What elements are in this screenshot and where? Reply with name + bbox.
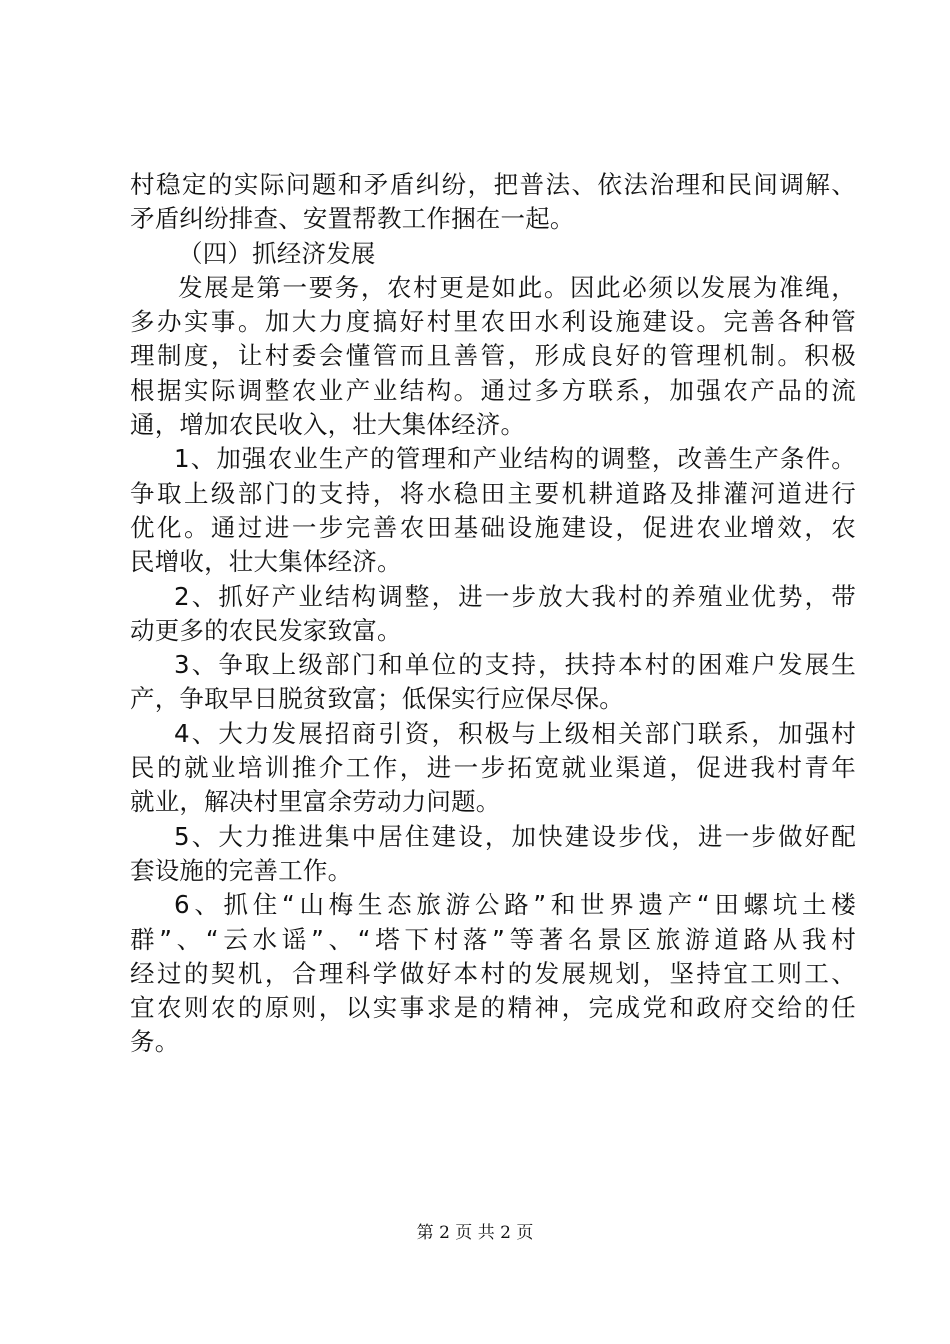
text-line: 民增收，壮大集体经济。: [130, 547, 402, 577]
text-line: 1、加强农业生产的管理和产业结构的调整，改善生产条件。: [174, 444, 856, 474]
text-line: 务。: [130, 1027, 180, 1057]
text-line: 通，增加农民收入，壮大集体经济。: [130, 410, 526, 440]
text-line: 就业，解决村里富余劳动力问题。: [130, 787, 501, 817]
text-line: 经过的契机，合理科学做好本村的发展规划，坚持宜工则工、: [130, 958, 856, 988]
text-line: 优化。通过进一步完善农田基础设施建设，促进农业增效，农: [130, 512, 856, 542]
text-line: 5、大力推进集中居住建设，加快建设步伐，进一步做好配: [174, 821, 856, 851]
text-line: 村稳定的实际问题和矛盾纠纷，把普法、依法治理和民间调解、: [130, 170, 856, 199]
text-line: 发展是第一要务，农村更是如此。因此必须以发展为准绳，: [178, 272, 856, 302]
text-line: 4、大力发展招商引资，积极与上级相关部门联系，加强村: [174, 718, 856, 748]
text-line: 多办实事。加大力度搞好村里农田水利设施建设。完善各种管: [130, 307, 856, 337]
text-line: 2、抓好产业结构调整，进一步放大我村的养殖业优势，带: [174, 581, 856, 611]
text-line: 套设施的完善工作。: [130, 855, 353, 885]
text-line: 群”、“云水谣”、“塔下村落”等著名景区旅游道路从我村: [130, 924, 856, 954]
text-line: 动更多的农民发家致富。: [130, 615, 402, 645]
text-line: 6、抓住“山梅生态旅游公路”和世界遗产“田螺坑土楼: [174, 890, 856, 920]
text-line: 矛盾纠纷排查、安置帮教工作捆在一起。: [130, 204, 575, 234]
document-body: [130, 168, 856, 1060]
text-line: 宜农则农的原则，以实事求是的精神，完成党和政府交给的任: [130, 993, 856, 1023]
text-line: 民的就业培训推介工作，进一步拓宽就业渠道，促进我村青年: [130, 753, 856, 783]
text-line: 根据实际调整农业产业结构。通过多方联系，加强农产品的流: [130, 375, 856, 405]
text-line: 产，争取早日脱贫致富；低保实行应保尽保。: [130, 684, 624, 714]
text-line: 3、争取上级部门和单位的支持，扶持本村的困难户发展生: [174, 650, 856, 680]
page-number: 第 2 页 共 2 页: [416, 1223, 534, 1243]
text-line: 理制度，让村委会懂管而且善管，形成良好的管理机制。积极: [130, 341, 856, 371]
text-line: 争取上级部门的支持，将水稳田主要机耕道路及排灌河道进行: [130, 478, 856, 508]
section-heading: （四）抓经济发展: [178, 238, 376, 268]
